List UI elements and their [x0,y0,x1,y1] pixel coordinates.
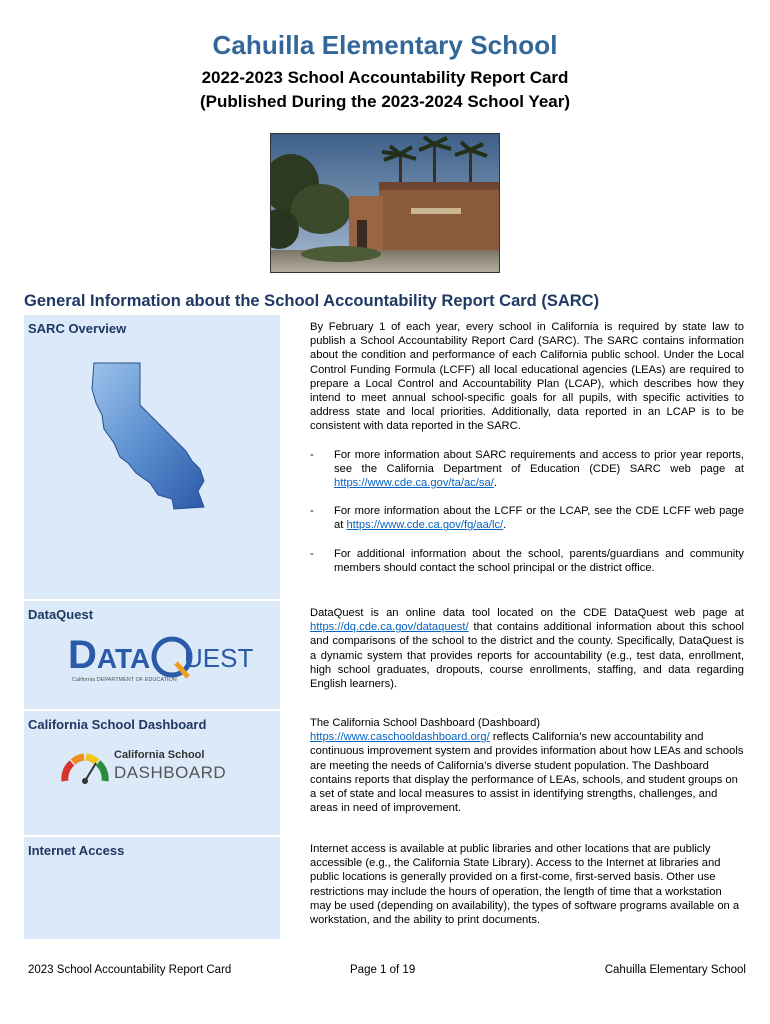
label-cell [24,601,280,709]
bullet-text: For more information about the LCFF or the LCAP, see the CDE LCFF web page at https://www.cde.ca.gov/fg/aa/lc/. [334,505,744,532]
section-heading: General Information about the School Accountability Report Card (SARC) [24,292,600,310]
dataquest-label: DataQuest [28,607,94,622]
dashboard-logo [60,745,250,795]
content-cell [280,837,752,939]
bullet-dash: - [310,505,314,518]
dataquest-logo-uest: UEST [184,643,254,673]
internet-access-label: Internet Access [28,843,125,858]
dataquest-logo-d: D [68,633,97,677]
table-row-internet-access [24,837,752,941]
bullet-dash: - [310,448,314,461]
list-item [310,448,744,491]
label-cell [24,711,280,835]
footer-page-number: Page 1 of 19 [350,964,416,976]
bullet-text: For more information about SARC requirements and access to prior year reports, see the California Department of Education (CDE) SARC web page at https://www.cde.ca.gov/ta/ac/sa/. [334,448,744,490]
report-title [0,66,770,114]
dashboard-gauge-icon [60,749,110,789]
dashboard-logo-line1: California School [114,749,205,761]
content-cell [280,711,752,835]
table-row-dashboard [24,711,752,837]
dashboard-logo-line2: DASHBOARD [114,763,227,782]
cde-sarc-link[interactable]: https://www.cde.ca.gov/ta/ac/sa/ [334,477,494,490]
list-item [310,504,744,532]
dataquest-logo [68,633,254,689]
school-name: Cahuilla Elementary School [212,30,558,60]
table-row-sarc-overview [24,315,752,601]
dashboard-link[interactable]: https://www.caschooldashboard.org/ [310,731,490,744]
content-cell [280,315,752,599]
page-footer [0,964,770,978]
content-cell [280,601,752,709]
bullet-dash: - [310,547,314,560]
cde-lcff-link[interactable]: https://www.cde.ca.gov/fg/aa/lc/ [346,519,504,532]
bullet-text: For additional information about the school, parents/guardians and community members should contact the school principal or the district office. [334,547,744,574]
report-title-line2: (Published During the 2023-2024 School Year) [199,92,571,111]
dataquest-link[interactable]: https://dq.cde.ca.gov/dataquest/ [310,621,469,634]
footer-right: Cahuilla Elementary School [604,964,746,976]
sarc-info-table [24,315,752,941]
internet-access-text: Internet access is available at public libraries and other locations that are publicly accessible (e.g., the California State Library). Access to the Internet at libraries and public locations is generally provided on a first-come, first-served basis. Other use restrictions may include the hours of operation, the length of time that a workstation may be used (depending on availability), the types of software programs available on a workstation, and the ability to print documents. [310,843,740,927]
label-cell [24,837,280,939]
dashboard-text: The California School Dashboard (Dashboard) https://www.caschooldashboard.org/ reflects California’s new accountability and continuous improvement system and provides information about how LEAs and schools are meeting the needs of California’s diverse student population. The Dashboard contains reports that display the performance of LEAs, schools, and student groups on a set of state and local measures to assist in identifying strengths, challenges, and areas in need of improvement. [310,717,744,815]
dataquest-text: DataQuest is an online data tool located on the CDE DataQuest web page at https://dq.cde.ca.gov/dataquest/ that contains additional information about this school and comparisons of the school to the district and the county. Specifically, DataQuest is a dynamic system that provides reports for accountability (e.g., test data, enrollment, high school graduates, dropouts, course enrollments, staffing, and data regarding English learners). [310,607,744,691]
school-building-photo [270,133,500,273]
label-cell [24,315,280,599]
california-map-icon [88,359,218,519]
report-title-line1: 2022-2023 School Accountability Report Card [201,68,569,87]
sarc-overview-text: By February 1 of each year, every school in California is required by state law to publish a School Accountability Report Card (SARC). The SARC contains information about the condition and performance of each California public school. Under the Local Control Funding Formula (LCFF) all local educational agencies (LEAs) are required to prepare a Local Control and Accountability Plan (LCAP), which describes how they intend to meet annual school-specific goals for all pupils, with specific activities to address state and local priorities. Additionally, data reported in an LCAP is to be consistent with data reported in the SARC. [310,321,744,433]
footer-left: 2023 School Accountability Report Card [28,964,232,976]
dataquest-logo-subtext: California DEPARTMENT OF EDUCATION [72,677,177,683]
sarc-overview-label: SARC Overview [28,321,127,336]
list-item [310,547,744,575]
table-row-dataquest [24,601,752,711]
dataquest-logo-ata: ATA [96,643,151,674]
school-building-photo-image [271,134,500,273]
dashboard-label: California School Dashboard [28,717,207,732]
